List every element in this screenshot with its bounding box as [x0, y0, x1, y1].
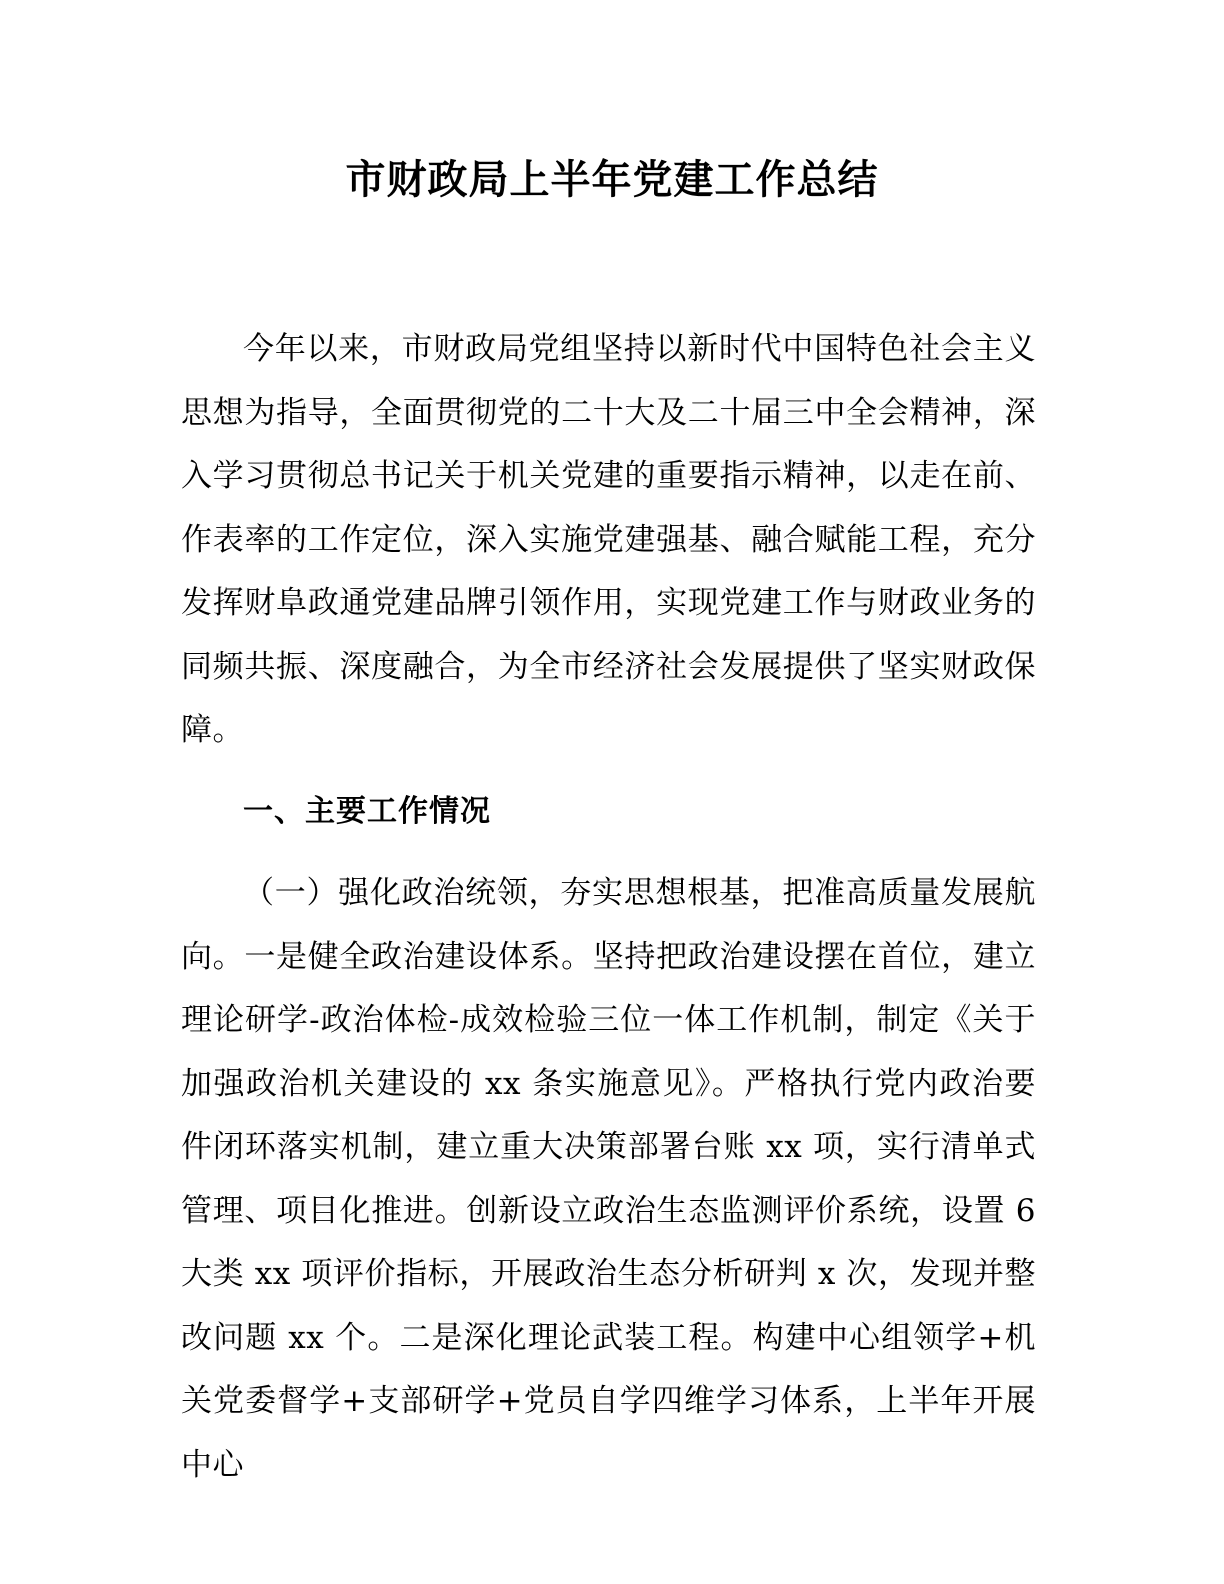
- section-paragraph: （一）强化政治统领，夯实思想根基，把准高质量发展航向。一是健全政治建设体系。坚持把政治建设摆在首位，建立理论研学-政治体检-成效检验三位一体工作机制，制定《关于加强政治机关建设的 xx 条实施意见》。严格执行党内政治要件闭环落实机制，建立重大决策部署台账 xx 项，实行清单式管理、项目化推进。创新设立政治生态监测评价系统，设置 6 大类 xx 项评价指标，开展政治生态分析研判 x 次，发现并整改问题 xx 个。二是深化理论武装工程。构建中心组领学+机关党委督学+支部研学+党员自学四维学习体系，上半年开展中心: [181, 875, 1036, 1483]
- section-heading: 一、主要工作情况: [243, 794, 491, 829]
- intro-paragraph: 今年以来，市财政局党组坚持以新时代中国特色社会主义思想为指导，全面贯彻党的二十大及二十届三中全会精神，深入学习贯彻总书记关于机关党建的重要指示精神，以走在前、作表率的工作定位，深入实施党建强基、融合赋能工程，充分发挥财阜政通党建品牌引领作用，实现党建工作与财政业务的同频共振、深度融合，为全市经济社会发展提供了坚实财政保障。: [181, 331, 1036, 748]
- document-title: 市财政局上半年党建工作总结: [345, 157, 879, 203]
